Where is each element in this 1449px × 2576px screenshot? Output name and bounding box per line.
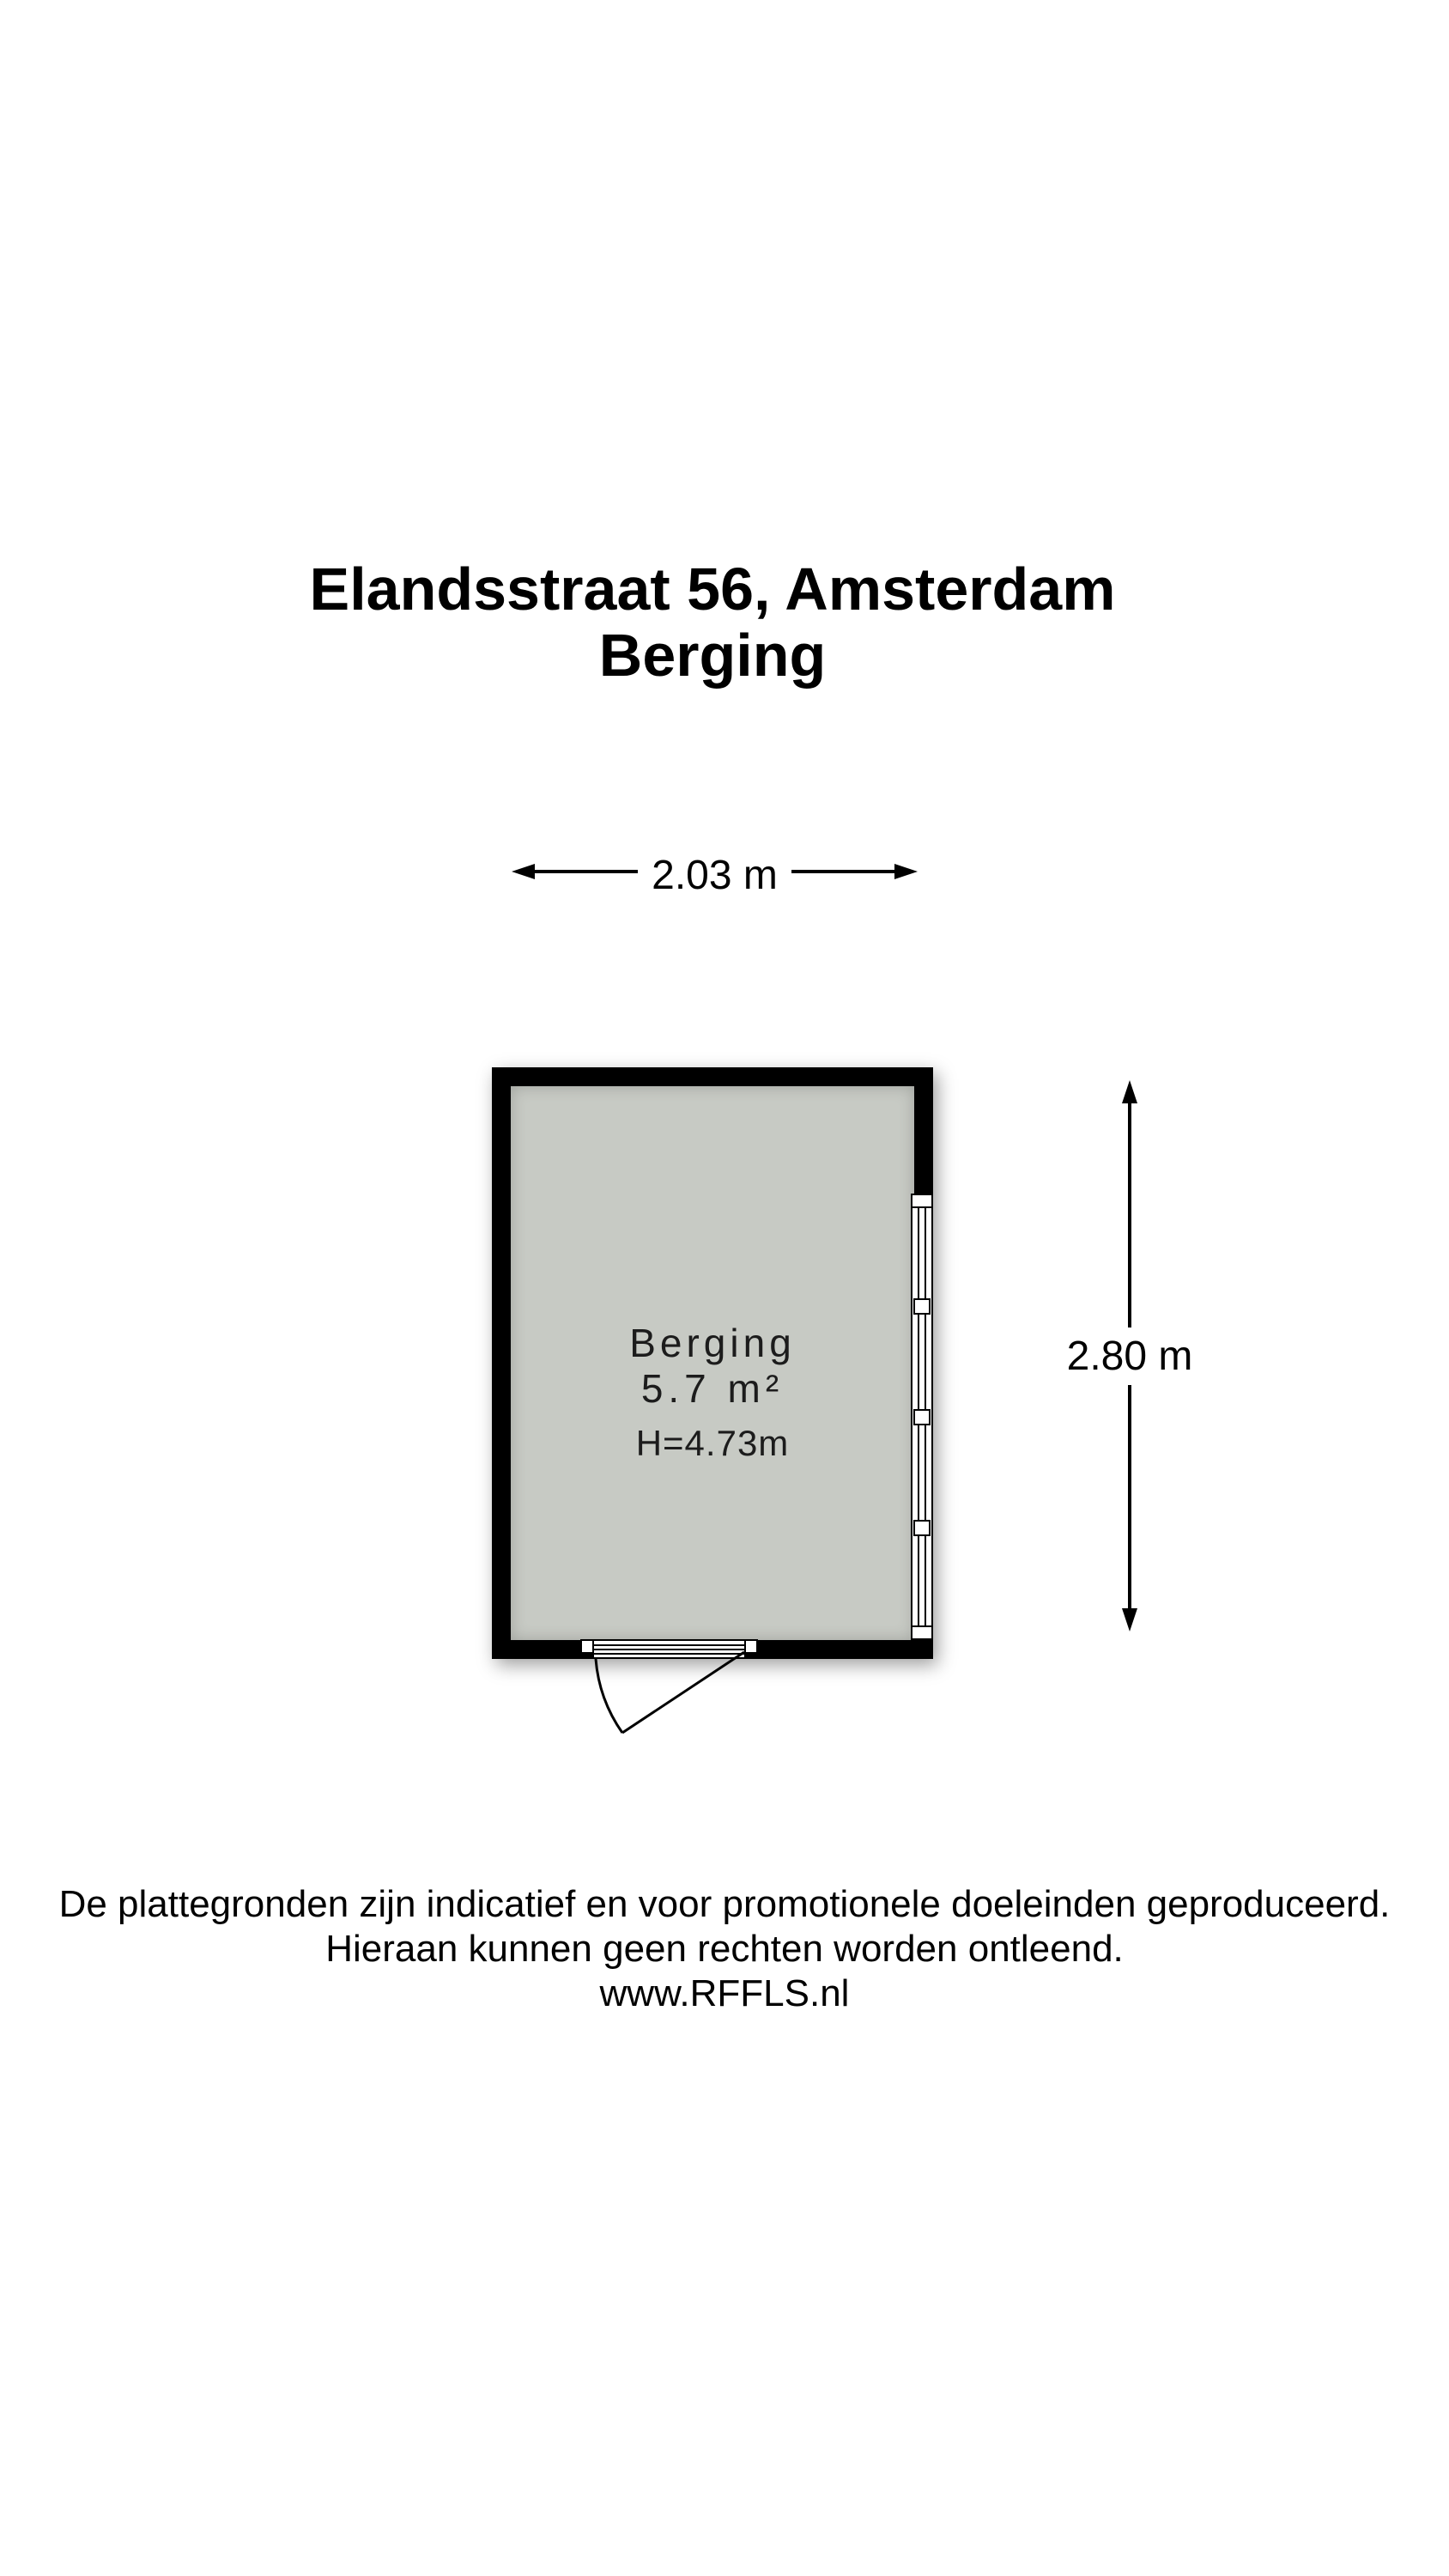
dimension-line: [1128, 1385, 1131, 1609]
window-mullion: [913, 1298, 931, 1315]
arrowhead-down-icon: [1122, 1608, 1137, 1631]
height-dimension-label: 2.80 m: [1066, 1333, 1193, 1379]
room-ceiling-height: H=4.73m: [635, 1423, 790, 1463]
dimension-line: [791, 870, 894, 873]
footer-disclaimer: [0, 1882, 1449, 2016]
disclaimer-line-2: Hieraan kunnen geen rechten worden ontleend.: [325, 1928, 1124, 1970]
window-mullion: [913, 1409, 931, 1425]
page-title-block: [0, 556, 1425, 689]
width-dimension: [512, 851, 918, 898]
height-dimension: [1057, 1080, 1203, 1631]
room-area: 5.7 m²: [640, 1366, 785, 1411]
floorplan-name: Berging: [598, 622, 827, 689]
room-floor: [511, 1086, 914, 1640]
dimension-line: [535, 870, 638, 873]
arrowhead-left-icon: [512, 864, 535, 879]
window-frame-cap: [912, 1625, 931, 1638]
website-text: www.RFFLS.nl: [599, 1972, 850, 2014]
disclaimer-line-1: De plattegronden zijn indicatief en voor promotionele doeleinden geproduceerd.: [58, 1883, 1391, 1925]
arrowhead-right-icon: [894, 864, 918, 879]
window-mullion: [913, 1520, 931, 1536]
window-frame-cap: [912, 1195, 931, 1208]
property-address: Elandsstraat 56, Amsterdam: [309, 556, 1116, 623]
arrowhead-up-icon: [1122, 1080, 1137, 1103]
room-label-block: [511, 1320, 914, 1464]
room-name: Berging: [629, 1321, 796, 1365]
floor-plan-walls: [492, 1067, 933, 1659]
door-swing-arc: [481, 1636, 841, 1782]
width-dimension-label: 2.03 m: [652, 852, 778, 898]
window: [911, 1194, 933, 1640]
dimension-line: [1128, 1103, 1131, 1327]
